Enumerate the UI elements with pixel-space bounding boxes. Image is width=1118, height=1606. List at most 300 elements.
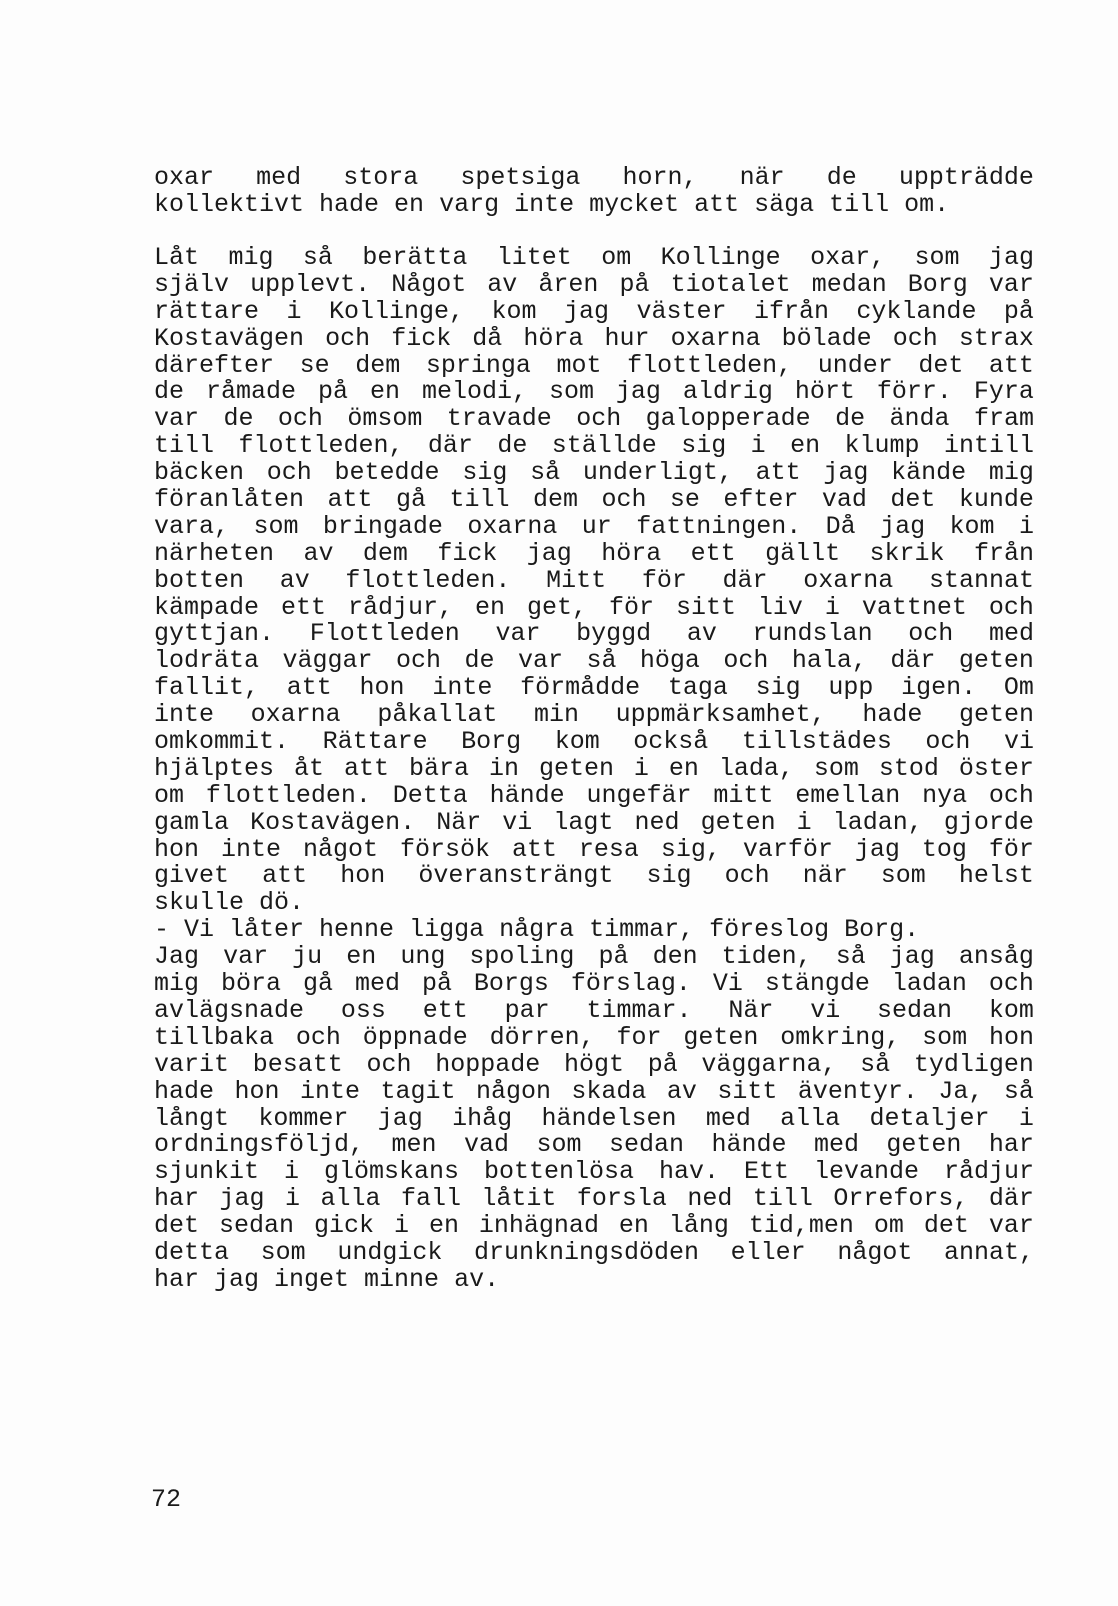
word: omkommit. <box>154 727 290 757</box>
word: föranlåten <box>154 485 305 515</box>
word: som <box>922 1022 968 1052</box>
word: vi <box>1003 727 1034 757</box>
word: och <box>892 323 938 353</box>
word: När <box>728 995 774 1025</box>
word: vi <box>502 807 533 837</box>
word: högt <box>563 1049 624 1079</box>
text-line <box>154 1049 1034 1079</box>
word: gå <box>302 969 333 999</box>
word: av <box>686 619 717 649</box>
word: geten <box>886 1130 962 1160</box>
text-line <box>154 890 1034 917</box>
text-line <box>154 165 1034 192</box>
word: jag <box>219 1184 265 1214</box>
word: en <box>618 1211 649 1241</box>
word: geten <box>958 646 1034 676</box>
word: kände <box>891 458 967 488</box>
word: som <box>260 1237 306 1267</box>
word: öppnade <box>362 1022 468 1052</box>
text-line <box>154 917 1034 944</box>
text-line <box>154 1186 1034 1213</box>
word: ansåg <box>958 942 1034 972</box>
word: Något <box>391 269 467 299</box>
word: for <box>616 1022 662 1052</box>
word: Detta <box>392 780 468 810</box>
word: efter <box>723 485 799 515</box>
word: med <box>354 969 400 999</box>
word: tiden, <box>721 942 812 972</box>
paragraph-1 <box>154 165 1034 219</box>
word: se <box>299 350 330 380</box>
word: ladan <box>891 969 967 999</box>
word: get, <box>526 592 587 622</box>
word: Borg. <box>844 915 920 945</box>
word: med <box>813 1130 859 1160</box>
word: var <box>988 269 1034 299</box>
word: av <box>666 1076 697 1106</box>
word: med <box>256 163 302 192</box>
word: med <box>988 619 1034 649</box>
word: på <box>421 969 452 999</box>
word: taga <box>667 673 728 703</box>
word: en <box>668 753 699 783</box>
word: en <box>394 189 425 219</box>
word: om <box>873 1211 904 1241</box>
word: strax <box>958 323 1034 353</box>
word: var <box>223 942 269 972</box>
word: hur <box>604 323 650 353</box>
word: fram <box>973 404 1034 434</box>
word: i <box>824 592 840 622</box>
word: minne <box>364 1264 440 1294</box>
word: igen. <box>901 673 977 703</box>
word: Kostavägen. <box>250 807 416 837</box>
word: på <box>1003 296 1034 326</box>
word: av. <box>454 1264 500 1294</box>
word: tagit <box>380 1076 456 1106</box>
word: Jag <box>154 942 200 972</box>
word: Vi <box>712 969 743 999</box>
word: oxarna <box>467 511 558 541</box>
text-line <box>154 780 1034 810</box>
word: i <box>1018 511 1034 541</box>
word: botten <box>154 565 245 595</box>
word: resa <box>578 834 639 864</box>
paragraph-2 <box>154 245 1034 1294</box>
word: och <box>576 404 622 434</box>
word: intill <box>943 431 1034 461</box>
text-line <box>154 379 1034 406</box>
word: händelsen <box>541 1103 677 1133</box>
word: i <box>750 431 766 461</box>
word: kom <box>491 296 537 326</box>
word: om <box>154 780 185 810</box>
word: jag <box>823 458 869 488</box>
word: i <box>796 807 812 837</box>
word: dem <box>355 350 401 380</box>
word: att <box>343 753 389 783</box>
word: till <box>154 431 215 461</box>
word: föreslog <box>709 915 830 945</box>
word: så <box>860 1049 891 1079</box>
word: och <box>988 969 1034 999</box>
word: till <box>829 189 890 219</box>
word: från <box>973 538 1034 568</box>
word: hav. <box>658 1157 719 1187</box>
word: ända <box>889 404 950 434</box>
word: en <box>369 377 400 407</box>
word: det <box>154 1211 200 1241</box>
word: undgick <box>337 1237 443 1267</box>
word: åt <box>294 753 325 783</box>
word: sig <box>462 458 508 488</box>
word: att <box>327 485 373 515</box>
text-line <box>154 565 1034 595</box>
word: vara, <box>154 511 230 541</box>
word: gyttjan. <box>154 619 275 649</box>
word: drunkningsdöden <box>473 1237 700 1267</box>
word: för <box>608 592 654 622</box>
word: om <box>601 243 632 272</box>
word: i <box>284 1157 300 1187</box>
word: ordningsföljd, <box>154 1130 365 1160</box>
text-line <box>154 1132 1034 1159</box>
word: de <box>154 377 185 407</box>
word: så <box>530 458 561 488</box>
word: vad <box>464 1130 510 1160</box>
word: på <box>647 1049 678 1079</box>
word: geten <box>958 700 1034 730</box>
word: till <box>449 485 510 515</box>
word: eller <box>730 1237 806 1267</box>
word: var <box>154 404 200 434</box>
word: i <box>393 1211 409 1241</box>
word: stannat <box>928 565 1034 595</box>
text-line <box>154 1213 1034 1240</box>
word: höra <box>523 323 584 353</box>
word: inte <box>220 834 281 864</box>
word: Ett <box>743 1157 789 1187</box>
text-line <box>154 753 1034 783</box>
word: inte <box>154 700 215 730</box>
word: själv <box>154 269 230 299</box>
word: att <box>511 834 557 864</box>
word: höra <box>601 538 662 568</box>
word: flottleden, <box>238 431 404 461</box>
text-line <box>154 511 1034 541</box>
word: timmar, <box>589 915 695 945</box>
word: par <box>504 995 550 1025</box>
word: råmade <box>205 377 296 407</box>
word: där <box>988 1184 1034 1214</box>
word: väggar <box>282 646 373 676</box>
word: för <box>988 834 1034 864</box>
word: och <box>988 592 1034 622</box>
word: uppträdde <box>898 163 1034 192</box>
word: flottleden. <box>345 565 511 595</box>
word: oxarna <box>250 700 341 730</box>
word: på <box>598 942 629 972</box>
word: ned <box>687 1184 733 1214</box>
word: timmar. <box>586 995 692 1025</box>
word: nya <box>922 780 968 810</box>
word: de <box>826 163 857 192</box>
word: ställde <box>551 431 657 461</box>
word: låter <box>229 915 305 945</box>
word: travade <box>446 404 552 434</box>
word: jag <box>526 538 572 568</box>
word: oxarna <box>803 565 894 595</box>
text-line <box>154 807 1034 837</box>
word: och <box>988 780 1034 810</box>
word: se <box>669 485 700 515</box>
word: det <box>890 485 936 515</box>
word: så <box>1003 1076 1034 1106</box>
text-line <box>154 189 1034 219</box>
word: som <box>813 753 859 783</box>
word: Orrefors, <box>833 1184 969 1214</box>
word: gamla <box>154 807 230 837</box>
word: för <box>641 565 687 595</box>
word: fallit, <box>154 673 260 703</box>
word: äventyr. <box>797 1076 918 1106</box>
text-line <box>154 350 1034 380</box>
word: Då <box>825 511 856 541</box>
word: dö. <box>259 888 305 918</box>
word: Ja, <box>938 1076 984 1106</box>
word: Kollinge, <box>328 296 465 326</box>
word: och <box>724 861 770 891</box>
word: inte <box>432 673 493 703</box>
word: när <box>802 861 848 891</box>
word: mig <box>988 458 1034 488</box>
word: hala, <box>791 646 867 676</box>
word: horn, <box>622 163 698 192</box>
word: mycket <box>589 189 680 219</box>
word: av <box>279 565 310 595</box>
text-line <box>154 621 1034 648</box>
word: och <box>325 323 371 353</box>
word: bringade <box>322 511 443 541</box>
word: sedan <box>877 995 953 1025</box>
word: en <box>346 942 377 972</box>
word: förslag. <box>570 969 691 999</box>
word: oxarna <box>670 323 761 353</box>
text-line <box>154 1076 1034 1106</box>
word: hon <box>988 1022 1034 1052</box>
word: mig <box>154 969 200 999</box>
word: säga <box>754 189 815 219</box>
word: där <box>890 646 936 676</box>
word: fall <box>400 1184 461 1214</box>
word: att <box>988 350 1034 380</box>
word: annat, <box>943 1237 1034 1267</box>
word: tillbaka <box>154 1022 275 1052</box>
word: bäcken <box>154 458 245 488</box>
word: bölade <box>781 323 872 353</box>
word: Borg <box>461 727 522 757</box>
word: kom <box>949 511 995 541</box>
word: ihåg <box>452 1103 513 1133</box>
text-line <box>154 863 1034 890</box>
word: lagt <box>553 807 614 837</box>
word: rådjur, <box>347 592 454 622</box>
word: att <box>755 458 801 488</box>
word: hon <box>340 861 386 891</box>
text-line <box>154 944 1034 971</box>
word: hade <box>862 700 923 730</box>
text-line <box>154 702 1034 729</box>
word: jag <box>889 942 935 972</box>
word: inte <box>514 189 575 219</box>
word: alla <box>780 1103 841 1133</box>
text-line <box>154 406 1034 433</box>
word: alla <box>320 1184 381 1214</box>
word: i <box>1018 1103 1034 1133</box>
word: sjunkit <box>154 1157 260 1187</box>
word: fick <box>437 538 498 568</box>
word: Fyra <box>973 377 1034 407</box>
word: en <box>474 592 505 622</box>
word: stod <box>878 753 939 783</box>
word: geten <box>700 807 776 837</box>
word: dörren, <box>489 1022 595 1052</box>
word: geten <box>538 753 614 783</box>
word: att <box>694 189 740 219</box>
word: hände <box>489 780 565 810</box>
word: aldrig <box>682 377 773 407</box>
word: rundslan <box>752 619 873 649</box>
word: väggarna, <box>701 1049 837 1079</box>
word: men <box>391 1130 437 1160</box>
word: sig <box>681 431 727 461</box>
word: hon <box>154 834 200 864</box>
word: där <box>722 565 768 595</box>
word: Kostavägen <box>154 323 305 353</box>
word: också <box>633 727 709 757</box>
word: ned <box>634 807 680 837</box>
word: detta <box>154 1237 230 1267</box>
word: någon <box>475 1076 551 1106</box>
word: helst <box>958 861 1034 891</box>
word: kommer <box>258 1103 349 1133</box>
word: kunde <box>958 485 1034 515</box>
word: och <box>601 485 647 515</box>
word: under <box>817 350 893 380</box>
word: när <box>739 163 785 192</box>
word: flottleden. <box>205 780 371 810</box>
word: har <box>154 1184 200 1214</box>
word: väster <box>636 296 727 326</box>
word: jag <box>615 377 661 407</box>
word: betedde <box>334 458 440 488</box>
text-line <box>154 538 1034 568</box>
word: mig <box>228 243 274 272</box>
word: till <box>752 1184 813 1214</box>
word: lada, <box>718 753 794 783</box>
word: upp <box>828 673 874 703</box>
word: inhägnad <box>478 1211 599 1241</box>
word: inget <box>274 1264 350 1294</box>
word: Mitt <box>546 565 607 595</box>
word: forsla <box>576 1184 667 1214</box>
word: Flottleden <box>309 619 460 649</box>
word: de <box>497 431 528 461</box>
word: fattningen. <box>636 511 802 541</box>
word: en <box>428 1211 459 1241</box>
word: litet <box>496 243 572 272</box>
word: och <box>366 1049 412 1079</box>
word: skrik <box>869 538 945 568</box>
text-line <box>154 1103 1034 1133</box>
word: som <box>253 511 299 541</box>
word: varför <box>742 834 833 864</box>
word: omkring, <box>780 1022 901 1052</box>
word: givet <box>154 861 230 891</box>
word: tillstädes <box>741 727 892 757</box>
word: vattnet <box>861 592 967 622</box>
word: var <box>495 619 541 649</box>
word: ett <box>422 995 468 1025</box>
text-line <box>154 460 1034 487</box>
word: gällt <box>765 538 841 568</box>
word: skulle <box>154 888 245 918</box>
word: sig <box>646 861 692 891</box>
word: ladan, <box>832 807 923 837</box>
word: gick <box>313 1211 374 1241</box>
word: öster <box>958 753 1034 783</box>
text-line <box>154 1022 1034 1052</box>
word: kollektivt <box>154 189 305 219</box>
word: stängde <box>764 969 870 999</box>
word: springa <box>425 350 531 380</box>
word: stora <box>343 163 419 192</box>
word: jag <box>880 511 926 541</box>
word: förr. <box>876 377 952 407</box>
word: sig <box>755 673 801 703</box>
word: så <box>586 646 617 676</box>
word: kom <box>988 995 1034 1025</box>
word: jag <box>988 243 1034 272</box>
word: var <box>517 646 563 676</box>
word: av <box>487 269 518 299</box>
word: underligt, <box>582 458 733 488</box>
word: vi <box>810 995 841 1025</box>
word: bottenlösa <box>483 1157 635 1187</box>
word: långt <box>154 1103 230 1133</box>
word: några <box>499 915 575 945</box>
word: sig, <box>660 834 721 864</box>
word: ungefär <box>586 780 692 810</box>
word: i <box>286 296 302 326</box>
word: besatt <box>252 1049 343 1079</box>
word: min <box>533 700 579 730</box>
word: detaljer <box>869 1103 990 1133</box>
word: liv <box>757 592 803 622</box>
word: bära <box>408 753 469 783</box>
word: åren <box>538 269 599 299</box>
word: som <box>914 243 960 272</box>
word: mot <box>556 350 602 380</box>
word: vad <box>821 485 867 515</box>
word: överansträngt <box>418 861 614 891</box>
word: tid,men <box>748 1211 854 1241</box>
word: och <box>295 1022 341 1052</box>
text-line <box>154 296 1034 326</box>
word: emellan <box>795 780 901 810</box>
word: det <box>918 350 964 380</box>
word: Om <box>1003 673 1034 703</box>
